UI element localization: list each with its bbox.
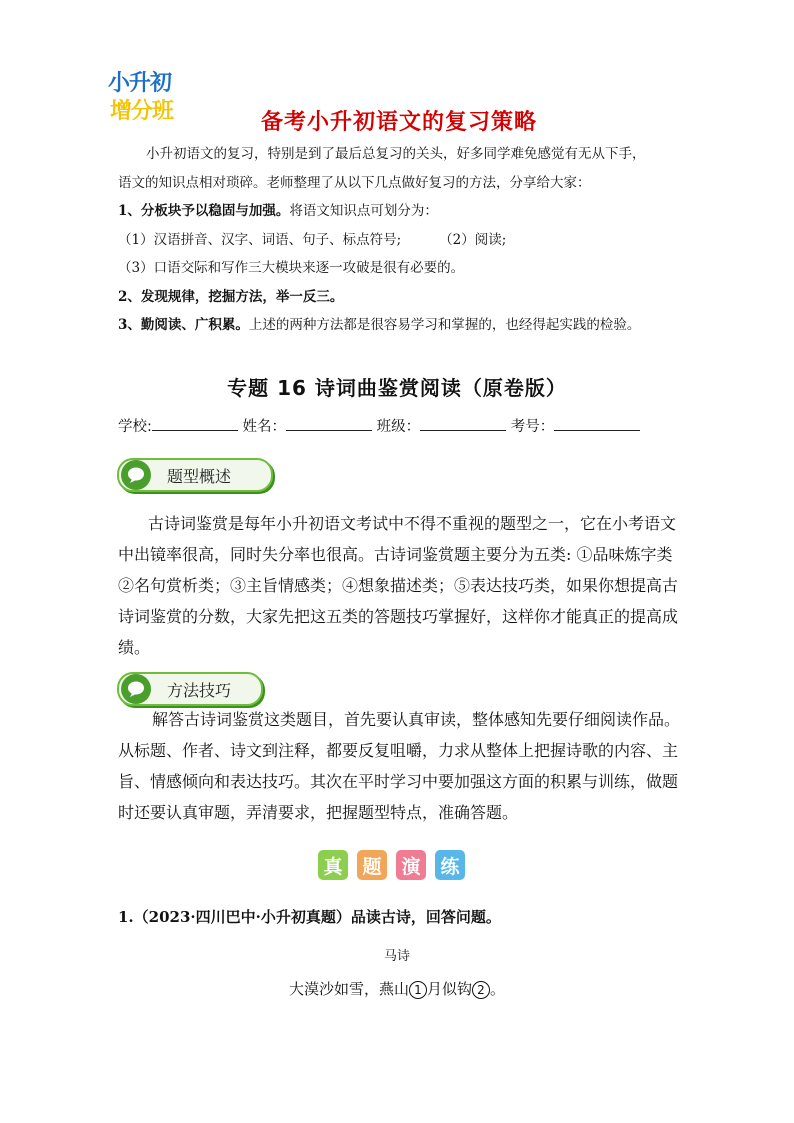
blank-marker-2: 2 <box>472 981 490 999</box>
intro-item-3-heading: 3、勤阅读、广积累。 <box>118 317 249 333</box>
practice-badges <box>318 850 465 880</box>
school-blank[interactable] <box>152 416 238 431</box>
chat-bubble-icon <box>121 674 151 704</box>
poem-text: 月似钩 <box>426 980 472 998</box>
name-label: 姓名： <box>242 419 286 435</box>
poem-text: 大漠沙如雪，燕山 <box>288 980 409 998</box>
question-1: 1.（2023·四川巴中·小升初真题）品读古诗，回答问题。 <box>118 908 501 926</box>
intro-line: 小升初语文的复习，特别是到了最后总复习的关头，好多同学难免感觉有无从下手， <box>146 146 646 162</box>
intro-sub-1: （1）汉语拼音、汉字、词语、句子、标点符号; <box>118 231 402 248</box>
method-line: 时还要认真审题，弄清要求，把握题型特点，准确答题。 <box>118 803 519 822</box>
badge-zhen: 真 <box>318 850 348 880</box>
overview-line: 绩。 <box>118 638 151 657</box>
overview-line: 诗词鉴赏的分数，大家先把这五类的答题技巧掌握好，这样你才能真正的提高成 <box>118 607 679 626</box>
poem-title: 马诗 <box>383 949 410 964</box>
intro-line: 语文的知识点相对琐碎。老师整理了从以下几点做好复习的方法，分享给大家： <box>118 174 591 191</box>
overview-line: 古诗词鉴赏是每年小升初语文考试中不得不重视的题型之一，它在小考语文 <box>148 514 677 533</box>
poem-text: 。 <box>490 980 506 998</box>
intro-sub-2: （2）阅读; <box>439 231 507 248</box>
intro-item-3 <box>118 311 678 340</box>
badge-lian: 练 <box>435 850 465 880</box>
intro-item-1 <box>118 197 678 226</box>
section-heading-label: 题型概述 <box>167 466 232 486</box>
poem-line <box>0 978 794 999</box>
intro-item-2: 2、发现规律，挖掘方法，举一反三。 <box>118 288 344 305</box>
topic-title: 专题 16 诗词曲鉴赏阅读（原卷版） <box>227 376 567 400</box>
badge-yan: 演 <box>396 850 426 880</box>
logo-line-2: 增分班 <box>110 99 174 124</box>
section-heading-method <box>117 672 263 706</box>
section-heading-overview <box>117 458 273 492</box>
page-title: 备考小升初语文的复习策略 <box>260 110 537 135</box>
intro-item-1-sub <box>118 226 678 255</box>
badge-ti: 题 <box>357 850 387 880</box>
intro-block <box>118 140 678 340</box>
overview-line: ②名句赏析类；③主旨情感类；④想象描述类；⑤表达技巧类，如果你想提高古 <box>118 576 679 595</box>
blank-marker-1: 1 <box>409 981 427 999</box>
overview-line: 中出镜率很高，同时失分率也很高。古诗词鉴赏题主要分为五类: ①品味炼字类 <box>118 545 673 564</box>
class-blank[interactable] <box>420 416 506 431</box>
method-paragraph <box>118 704 684 828</box>
intro-item-3-text: 上述的两种方法都是很容易学习和掌握的，也经得起实践的检验。 <box>248 317 641 333</box>
section-heading-label: 方法技巧 <box>167 680 232 700</box>
intro-item-1-text: 将语文知识点可划分为： <box>289 203 438 219</box>
logo-line-1: 小升初 <box>108 71 172 96</box>
intro-sub-3: （3）口语交际和写作三大模块来逐一攻破是很有必要的。 <box>118 260 465 276</box>
school-label: 学校: <box>118 419 152 435</box>
method-line: 从标题、作者、诗文到注释，都要反复咀嚼，力求从整体上把握诗歌的内容、主 <box>118 741 679 760</box>
method-line: 旨、情感倾向和表达技巧。其次在平时学习中要加强这方面的积累与训练，做题 <box>118 772 679 791</box>
exam-number-blank[interactable] <box>554 416 640 431</box>
exam-number-label: 考号： <box>510 419 555 435</box>
overview-paragraph <box>118 508 684 663</box>
method-line: 解答古诗词鉴赏这类题目，首先要认真审读，整体感知先要仔细阅读作品。 <box>152 710 681 729</box>
class-label: 班级： <box>376 419 421 435</box>
student-info-line <box>118 415 640 436</box>
name-blank[interactable] <box>286 416 372 431</box>
intro-item-1-heading: 1、分板块予以稳固与加强。 <box>118 203 290 219</box>
chat-bubble-icon <box>121 460 151 490</box>
